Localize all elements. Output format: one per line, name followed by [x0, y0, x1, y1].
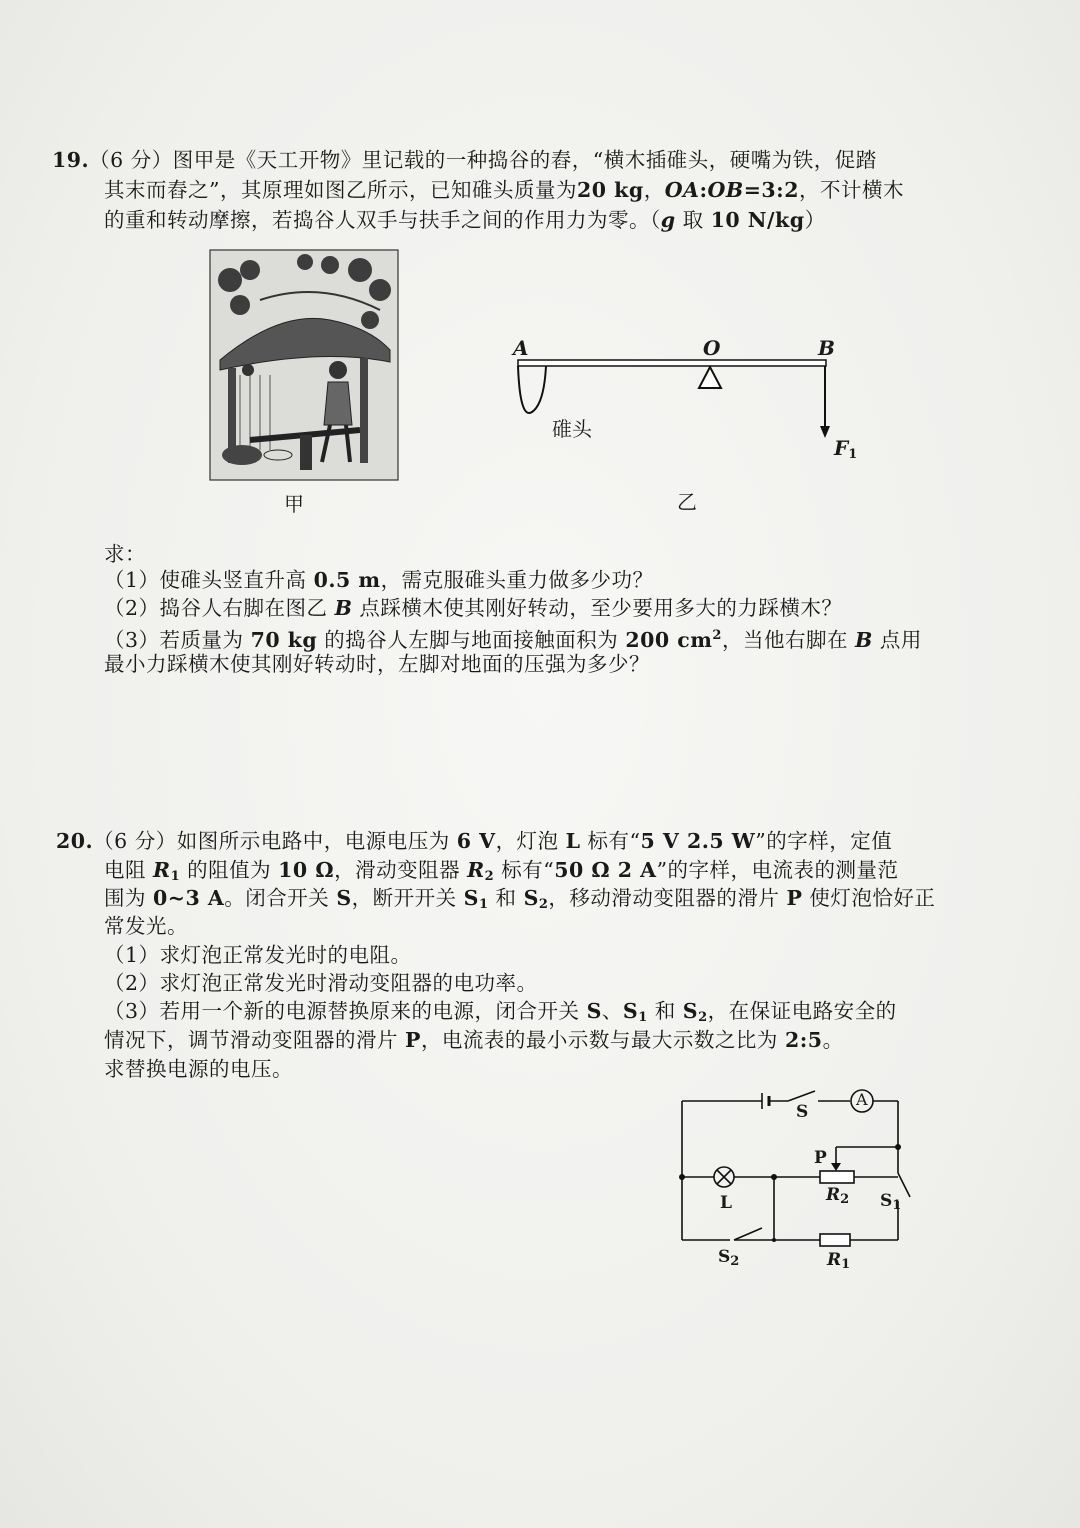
circuit-label-l: L: [720, 1193, 732, 1213]
q20-l3d: 和: [488, 886, 524, 910]
r1-r: R: [827, 1250, 842, 1270]
q20-l3b: 。闭合开关: [224, 886, 337, 910]
q19-s1v: 0.5 m: [313, 568, 381, 592]
q19-text-3b: 取: [675, 208, 711, 232]
q19-line-3: [104, 206, 826, 234]
q20-l3e: ，移动滑动变阻器的滑片: [548, 886, 787, 910]
q20-l2rating: 50 Ω 2 A: [554, 858, 657, 882]
label-force-f1: [834, 436, 857, 462]
q20-l3c: ，断开开关: [351, 886, 464, 910]
q19-text-3a: 的重和转动摩擦，若捣谷人双手与扶手之间的作用力为零。（: [104, 208, 661, 232]
q20-l3a: 围为: [104, 886, 154, 910]
label-point-a: A: [513, 336, 529, 360]
q20-l1v: 6 V: [456, 829, 496, 853]
q19-s1a: （1）使碓头竖直升高: [104, 568, 314, 592]
q19-colon: :: [699, 178, 708, 202]
q20-l3S1sub: 1: [478, 897, 489, 912]
q20-l3P: P: [786, 886, 803, 910]
q20-sub-3-line-3: 求替换电源的电压。: [104, 1057, 293, 1081]
q20-l3S: S: [336, 886, 352, 910]
label-duitou: 碓头: [552, 417, 592, 441]
q19-sub-1: [104, 566, 654, 594]
q20-line-3: [104, 884, 935, 919]
q20-l1a: 如图所示电路中，电源电压为: [176, 829, 457, 853]
circuit-label-r1: [827, 1250, 850, 1272]
circuit-label-r2: [826, 1185, 849, 1207]
q20-s3d: ，在保证电路安全的: [707, 999, 897, 1023]
circuit-label-s: S: [796, 1102, 809, 1122]
q20-l2c: ，滑动变阻器: [334, 858, 468, 882]
s2-sub: 2: [730, 1254, 740, 1269]
force-sub: 1: [848, 447, 858, 462]
q19-s3b: 的捣谷人左脚与地面接触面积为: [317, 628, 626, 652]
q20-l1rating: 5 V 2.5 W: [640, 829, 756, 853]
q20-s3l2a: 情况下，调节滑动变阻器的滑片: [104, 1028, 406, 1052]
q19-score: （6 分）: [89, 148, 173, 172]
q20-l3f: 使灯泡恰好正: [802, 886, 936, 910]
q19-text-2b: ，: [643, 178, 665, 202]
q20-l2b: 的阻值为: [180, 858, 279, 882]
q20-l3range: 0~3 A: [153, 886, 225, 910]
q20-l3S1: S: [463, 886, 479, 910]
q19-ratio: =3:2: [743, 178, 799, 202]
q20-s3S2sub: 2: [698, 1010, 708, 1025]
q19-text-2c: ，不计横木: [799, 178, 904, 202]
q19-oa: OA: [664, 178, 700, 202]
q19-text-1: 图甲是《天工开物》里记载的一种捣谷的舂，“横木插碓头，硬嘴为铁，促踏: [172, 148, 877, 172]
q19-line-1: [52, 146, 877, 174]
q20-s3S1: S: [622, 999, 639, 1023]
q20-s3l2ratio: 2:5: [784, 1028, 823, 1052]
q19-s2b: 点踩横木使其刚好转动，至少要用多大的力踩横木？: [352, 596, 843, 620]
figure-jia-caption: 甲: [284, 492, 304, 516]
q20-line-4: 常发光。: [104, 914, 188, 938]
q19-s3c: ，当他右脚在: [721, 628, 855, 652]
q20-s3a: （3）若用一个新的电源替换原来的电源，闭合开关: [104, 999, 587, 1023]
q19-gval: 10 N/kg: [710, 208, 805, 232]
q20-s3S: S: [586, 999, 602, 1023]
q20-sub-1: （1）求灯泡正常发光时的电阻。: [104, 943, 412, 967]
q20-l2R2: R: [467, 858, 485, 882]
q20-l2d: 标有“: [494, 858, 555, 882]
q20-l3S2sub: 2: [538, 897, 549, 912]
q19-ask: 求：: [104, 542, 146, 566]
q20-s3l2P: P: [405, 1028, 421, 1052]
q20-l1c: 标有“: [580, 829, 641, 853]
figure-jia-illustration: [210, 250, 398, 480]
q19-s2B: B: [334, 596, 353, 620]
q20-l2ohm: 10 Ω: [278, 858, 335, 882]
q20-s3S1sub: 1: [638, 1010, 648, 1025]
circuit-label-p: P: [814, 1148, 827, 1168]
q19-number: 19.: [52, 148, 90, 172]
label-point-o: O: [703, 336, 721, 360]
q20-l2Rsub: 1: [170, 869, 181, 884]
label-point-b: B: [818, 336, 835, 360]
s1-sub: 1: [892, 1198, 902, 1213]
q19-sub-2: [104, 594, 842, 622]
s2-s: S: [718, 1247, 731, 1267]
q19-line-2: [104, 176, 904, 204]
q20-l2R2sub: 2: [484, 869, 495, 884]
q19-s3m: 70 kg: [250, 628, 318, 652]
q20-l2a: 电阻: [104, 858, 154, 882]
r2-r: R: [826, 1185, 841, 1205]
q20-score: （6 分）: [93, 829, 177, 853]
q19-s2a: （2）捣谷人右脚在图乙: [104, 596, 335, 620]
q20-l1b: ，灯泡: [495, 829, 566, 853]
q19-text-2a: 其末而舂之”，其原理如图乙所示，已知碓头质量为: [104, 178, 577, 202]
q20-s3b: 、: [601, 999, 623, 1023]
q20-sub-2: （2）求灯泡正常发光时滑动变阻器的电功率。: [104, 971, 538, 995]
q19-ob: OB: [707, 178, 744, 202]
s1-s: S: [880, 1191, 893, 1211]
q19-s1b: ，需克服碓头重力做多少功？: [380, 568, 654, 592]
q19-s3sup: 2: [712, 628, 722, 643]
circuit-label-s2: [718, 1247, 739, 1269]
q20-s3l2c: 。: [822, 1028, 844, 1052]
q20-l3S2: S: [523, 886, 539, 910]
q20-sub-3-line-2: [104, 1026, 844, 1054]
q20-s3S2: S: [682, 999, 699, 1023]
q19-sub-3-line-2: 最小力踩横木使其刚好转动时，左脚对地面的压强为多少？: [104, 652, 650, 676]
q20-l1L: L: [565, 829, 581, 853]
figure-yi-caption: 乙: [677, 490, 697, 514]
q19-mass: 20 kg: [576, 178, 644, 202]
q20-line-1: [56, 827, 892, 855]
q19-s3d: 点用: [872, 628, 922, 652]
q19-s3a: （3）若质量为: [104, 628, 251, 652]
q20-l2R: R: [153, 858, 171, 882]
q20-s3l2b: ，电流表的最小示数与最大示数之比为: [420, 1028, 785, 1052]
q20-number: 20.: [56, 829, 94, 853]
q20-s3c: 和: [647, 999, 683, 1023]
r2-sub: 2: [840, 1192, 850, 1207]
q19-s3area: 200 cm: [625, 628, 713, 652]
circuit-label-s1: [880, 1191, 901, 1213]
q20-l2e: ”的字样，电流表的测量范: [656, 858, 899, 882]
ammeter-icon: A: [856, 1090, 868, 1109]
q20-l1d: ”的字样，定值: [755, 829, 893, 853]
q19-s3B: B: [855, 628, 873, 652]
circuit-diagram: [670, 1085, 920, 1260]
q19-g: g: [660, 208, 676, 232]
force-f: F: [834, 436, 849, 460]
q19-text-3c: ）: [804, 208, 826, 232]
r1-sub: 1: [841, 1257, 851, 1272]
